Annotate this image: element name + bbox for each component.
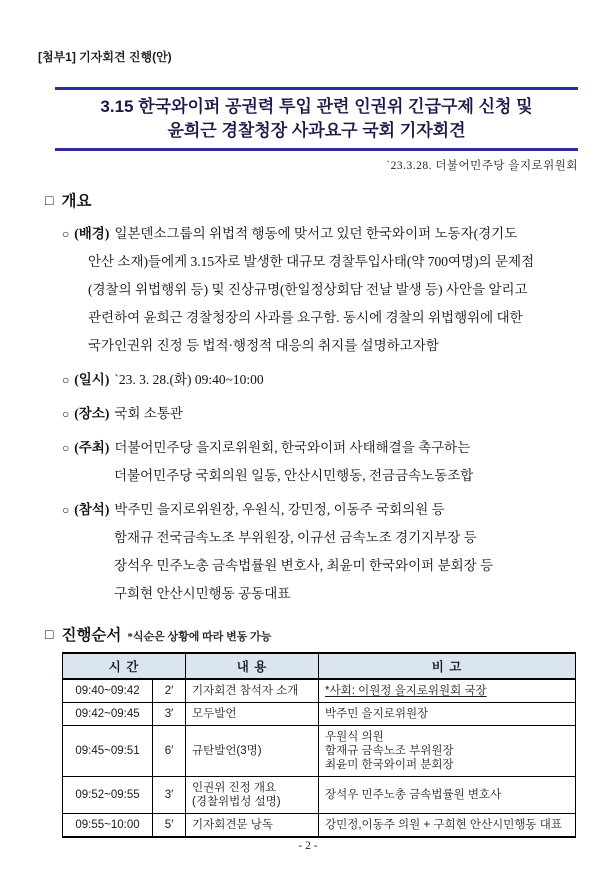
table-row xyxy=(63,703,576,726)
cell-note xyxy=(319,777,576,814)
cell-content xyxy=(186,777,319,814)
document-title-line-2: 윤희근 경찰청장 사과요구 국회 기자회견 xyxy=(167,121,466,140)
overview-items xyxy=(38,220,578,608)
cell-content-line: (경찰위법성 설명) xyxy=(192,796,281,808)
schedule-table xyxy=(62,652,576,838)
overview-heading xyxy=(45,189,578,211)
item-first-line xyxy=(62,434,578,462)
attachment-label: [첨부1] 기자회견 진행(안) xyxy=(38,50,172,64)
circle-bullet-icon: ○ xyxy=(62,503,70,517)
cell-note xyxy=(319,814,576,838)
circle-bullet-icon: ○ xyxy=(62,373,70,387)
circle-bullet-icon: ○ xyxy=(62,407,70,421)
item-text: 장석우 민주노총 금속법률원 변호사, 최윤미 한국와이퍼 분회장 등 xyxy=(114,558,494,573)
item-label: (장소) xyxy=(74,406,110,421)
table-row xyxy=(63,726,576,777)
item-first-line xyxy=(62,220,578,248)
item-text: `23. 3. 28.(화) 09:40~10:00 xyxy=(114,372,264,387)
bullet-item-attendees xyxy=(38,496,578,608)
section-overview xyxy=(38,189,578,608)
cell-content-line: 기자회견문 낭독 xyxy=(192,819,273,831)
cell-content xyxy=(186,726,319,777)
item-label: (참석) xyxy=(74,502,110,517)
cell-time: 09:55~10:00 xyxy=(63,814,153,838)
cell-time: 09:45~09:51 xyxy=(63,726,153,777)
cell-note-line: 우원식 의원 xyxy=(325,731,384,743)
item-text: 더불어민주당 국회의원 일동, 안산시민행동, 전금금속노동조합 xyxy=(114,468,474,483)
item-text: (경찰의 위법행위 등) 및 진상규명(한일정상회담 전날 발생 등) 사안을 알리고 xyxy=(88,282,528,297)
cell-note xyxy=(319,703,576,726)
item-first-line xyxy=(62,496,578,524)
item-text: 안산 소재)들에게 3.15자로 발생한 대규모 경찰투입사태(약 700여명)의 문제점 xyxy=(88,254,535,269)
item-text: 관련하여 윤희근 경찰청장의 사과를 요구함. 동시에 경찰의 위법행위에 대한 xyxy=(88,310,523,325)
schedule-heading-text: 진행순서 xyxy=(61,627,122,644)
cell-content-line: 기자회견 참석자 소개 xyxy=(192,685,299,697)
item-text: 국가인권위 진정 등 법적·행정적 대응의 취지를 설명하고자함 xyxy=(88,338,439,353)
cell-note-line: 장석우 민주노총 금속법률원 변호사 xyxy=(325,789,502,801)
square-bullet-icon: □ xyxy=(45,192,54,208)
bullet-item-venue xyxy=(38,400,578,428)
cell-content-line: 인권위 진정 개요 xyxy=(192,782,277,794)
dateline: `23.3.28. 더불어민주당 을지로위원회 xyxy=(386,160,578,172)
square-bullet-icon: □ xyxy=(45,626,54,642)
item-first-line xyxy=(62,366,578,394)
section-schedule xyxy=(38,623,578,838)
cell-duration: 3′ xyxy=(153,703,186,726)
cell-duration: 6′ xyxy=(153,726,186,777)
cell-note-line: *사회: 이원정 을지로위원회 국장 xyxy=(325,685,487,697)
item-label: (일시) xyxy=(74,372,110,387)
item-text: 더불어민주당 을지로위원회, 한국와이퍼 사태해결을 촉구하는 xyxy=(114,440,471,455)
col-header-content: 내 용 xyxy=(186,653,319,679)
bullet-item-datetime xyxy=(38,366,578,394)
cell-note-line: 박주민 을지로위원장 xyxy=(325,708,429,720)
cell-content-line: 모두발언 xyxy=(192,708,237,720)
cell-content-line: 규탄발언(3명) xyxy=(192,745,262,757)
table-row xyxy=(63,777,576,814)
table-row xyxy=(63,679,576,703)
circle-bullet-icon: ○ xyxy=(62,227,70,241)
item-text: 국회 소통관 xyxy=(114,406,183,421)
table-row xyxy=(63,814,576,838)
item-label: (배경) xyxy=(74,226,110,241)
cell-content xyxy=(186,814,319,838)
cell-duration: 2′ xyxy=(153,679,186,703)
circle-bullet-icon: ○ xyxy=(62,441,70,455)
item-first-line xyxy=(62,400,578,428)
page-number: - 2 - xyxy=(298,840,318,852)
schedule-heading xyxy=(45,623,578,645)
item-text: 박주민 을지로위원장, 우원식, 강민정, 이동주 국회의원 등 xyxy=(114,502,445,517)
document-title-line-1: 3.15 한국와이퍼 공권력 투입 관련 인권위 긴급구제 신청 및 xyxy=(100,97,533,116)
cell-note xyxy=(319,726,576,777)
cell-content xyxy=(186,703,319,726)
cell-time: 09:40~09:42 xyxy=(63,679,153,703)
cell-duration: 5′ xyxy=(153,814,186,838)
cell-time: 09:42~09:45 xyxy=(63,703,153,726)
cell-note-line: 최윤미 한국와이퍼 분회장 xyxy=(325,759,454,771)
title-block xyxy=(55,87,578,151)
cell-time: 09:52~09:55 xyxy=(63,777,153,814)
bullet-item-background xyxy=(38,220,578,360)
cell-duration: 3′ xyxy=(153,777,186,814)
item-text: 함재규 전국금속노조 부위원장, 이규선 금속노조 경기지부장 등 xyxy=(114,530,477,545)
schedule-heading-note: *식순은 상황에 따라 변동 가능 xyxy=(127,631,272,643)
cell-content xyxy=(186,679,319,703)
col-header-time: 시 간 xyxy=(63,653,186,679)
col-header-note: 비 고 xyxy=(319,653,576,679)
table-header-row xyxy=(63,653,576,679)
cell-note-line: 함재규 금속노조 부위원장 xyxy=(325,745,454,757)
cell-note-line: 강민정,이동주 의원 + 구희현 안산시민행동 대표 xyxy=(325,819,562,831)
item-text: 일본덴소그룹의 위법적 행동에 맞서고 있던 한국와이퍼 노동자(경기도 xyxy=(114,226,518,241)
item-label: (주최) xyxy=(74,440,110,455)
item-text: 구희현 안산시민행동 공동대표 xyxy=(114,586,291,601)
cell-note xyxy=(319,679,576,703)
overview-heading-text: 개요 xyxy=(61,193,92,210)
bullet-item-host xyxy=(38,434,578,490)
